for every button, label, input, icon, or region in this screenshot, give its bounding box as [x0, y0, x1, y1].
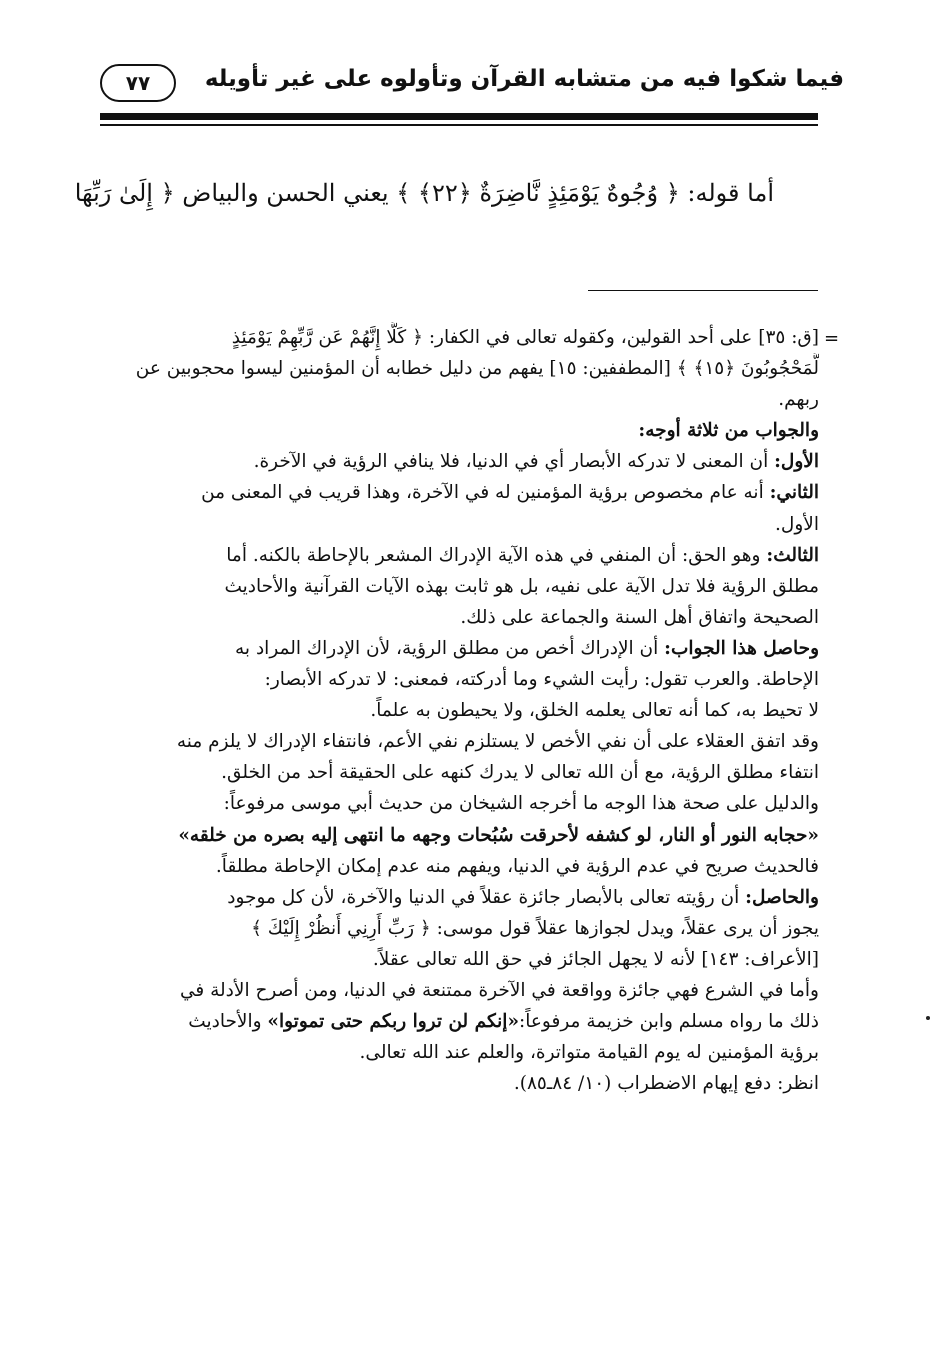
- footnote-line-bold: والحاصل:: [745, 886, 819, 908]
- footnote-line: [103, 944, 819, 975]
- footnote-line-text: [ق: ٣٥] على أحد القولين، وكقوله تعالى في الكفار: ﴿ كَلَّا إِنَّهُمْ عَن رَّبِّهِمْ يَوْمَئِذٍ: [231, 327, 819, 348]
- footnote-line-text: مطلق الرؤية فلا تدل الآية على نفيه، بل هو ثابت بهذه الآيات القرآنية والأحاديث: [224, 575, 819, 597]
- page-number-badge: ٧٧: [100, 64, 176, 102]
- footnote-line: [103, 633, 819, 664]
- footnote-line-text: أن رؤيته تعالى بالأبصار جائزة عقلاً في الدنيا والآخرة، لأن كل موجود: [227, 886, 746, 908]
- footnote-line-bold-quote: «إنكم لن تروا ربكم حتى تموتوا»: [267, 1011, 520, 1033]
- footnote-line: [103, 446, 819, 477]
- footnote-line: [103, 353, 819, 384]
- footnote-line-text: انتفاء مطلق الرؤية، مع أن الله تعالى لا يدرك كنهه على الحقيقة أحد من الخلق.: [221, 762, 819, 784]
- footnote-line-bold: وحاصل هذا الجواب:: [664, 637, 819, 659]
- footnote-line: [103, 882, 819, 913]
- footnote-separator: [588, 290, 818, 291]
- footnote-line: [103, 477, 819, 508]
- footnote-continuation-marker: =: [824, 328, 840, 349]
- main-text-line: أما قوله: ﴿ وُجُوهٌ يَوْمَئِذٍ نَّاضِرَةٌ ﴿٢٢﴾ ﴾ يعني الحسن والبياض ﴿ إِلَىٰ رَبِّهَا: [74, 179, 774, 207]
- footnote-line: [103, 1037, 819, 1068]
- footnote-line: [103, 695, 819, 726]
- footnote-line-text: أن المعنى لا تدركه الأبصار أي في الدنيا، فلا ينافي الرؤية في الآخرة.: [253, 451, 775, 473]
- footnote-line: [103, 664, 819, 695]
- footnote-line-text: ذلك ما رواه مسلم وابن خزيمة مرفوعاً:: [519, 1011, 819, 1033]
- footnote-line-bold: الثاني:: [769, 482, 819, 504]
- footnote-line-text: انظر: دفع إيهام الاضطراب (١٠/ ٨٤ـ٨٥).: [513, 1073, 819, 1095]
- footnote-line: [103, 322, 819, 353]
- footnote-line: [103, 726, 819, 757]
- footnote-line-text: الأول.: [775, 513, 819, 535]
- footnote-line: [103, 1068, 819, 1099]
- footnote-line: [103, 913, 819, 944]
- footnote-line-text: وهو الحق: أن المنفي في هذه الآية الإدراك المشعر بالإحاطة بالكنه. أما: [226, 544, 767, 566]
- footnote-line: [103, 820, 819, 851]
- footnote-line-text: والدليل على صحة هذا الوجه ما أخرجه الشيخان من حديث أبي موسى مرفوعاً:: [223, 793, 819, 815]
- footnote-line: [103, 788, 819, 819]
- footnote-line: [103, 602, 819, 633]
- footnote-line-text: يجوز أن يرى عقلاً، ويدل لجوازها عقلاً قول موسى: ﴿ رَبِّ أَرِنِي أَنظُرْ إِلَيْكَ ﴾: [251, 917, 819, 939]
- footnote-line-bold: والجواب من ثلاثة أوجه:: [638, 420, 819, 442]
- footnote-line-text-after: والأحاديث: [188, 1011, 268, 1033]
- footnote-line-text: أن الإدراك أخص من مطلق الرؤية، لأن الإدراك المراد به: [235, 637, 665, 659]
- footnote-line-text: أنه عام مخصوص برؤية المؤمنين له في الآخرة، وهذا قريب في المعنى من: [201, 482, 770, 504]
- footnote-line-bold: الأول:: [774, 451, 819, 473]
- footnote-line-text: وأما في الشرع فهي جائزة وواقعة في الآخرة ممتنعة في الدنيا، ومن أصرح الأدلة في: [179, 979, 819, 1001]
- footnote-line: [103, 509, 819, 540]
- footnote-line: [103, 384, 819, 415]
- footnote-line-text: [الأعراف: ١٤٣] لأنه لا يجهل الجائز في حق الله تعالى عقلاً.: [372, 948, 819, 970]
- footnote-line-text: ربهم.: [778, 389, 819, 411]
- footnote-line-text: برؤية المؤمنين له يوم القيامة متواترة، والعلم عند الله تعالى.: [359, 1042, 819, 1064]
- footnote-line-text: فالحديث صريح في عدم الرؤية في الدنيا، ويفهم منه عدم إمكان الإحاطة مطلقاً.: [215, 855, 819, 877]
- footnote-line-bold: الثالث:: [766, 544, 819, 566]
- footnote-line-bold: «حجابه النور أو النار، لو كشفه لأحرقت سُبُحات وجهه ما انتهى إليه بصره من خلقه»: [178, 824, 819, 846]
- footnote-line: [103, 757, 819, 788]
- footnote-line: [103, 571, 819, 602]
- margin-mark: [926, 1016, 930, 1020]
- footnote-line: [103, 851, 819, 882]
- footnote-line-text: وقد اتفق العقلاء على أن نفي الأخص لا يستلزم نفي الأعم، فانتفاء الإدراك لا يلزم منه: [176, 731, 819, 753]
- footnote-line-text: لَّمَحْجُوبُونَ ﴿١٥﴾ ﴾ [المطففين: ١٥] يفهم من دليل خطابه أن المؤمنين ليسوا محجوبين عن: [135, 358, 819, 380]
- footnote-line: [103, 975, 819, 1006]
- running-header-title: فيما شكوا فيه من متشابه القرآن وتأولوه على غير تأويله: [204, 66, 844, 92]
- footnote-line: [103, 1006, 819, 1037]
- header-rule-thin: [100, 124, 818, 126]
- footnote-body: [103, 322, 819, 1099]
- footnote-line-text: الصحيحة واتفاق أهل السنة والجماعة على ذلك.: [460, 606, 819, 628]
- header-rule-thick: [100, 113, 818, 120]
- footnote-line: [103, 540, 819, 571]
- footnote-line-text: الإحاطة. والعرب تقول: رأيت الشيء وما أدركته، فمعنى: لا تدركه الأبصار:: [264, 669, 819, 691]
- footnote-line: [103, 415, 819, 446]
- footnote-line-text: لا تحيط به، كما أنه تعالى يعلمه الخلق، ولا يحيطون به علماً.: [370, 700, 819, 722]
